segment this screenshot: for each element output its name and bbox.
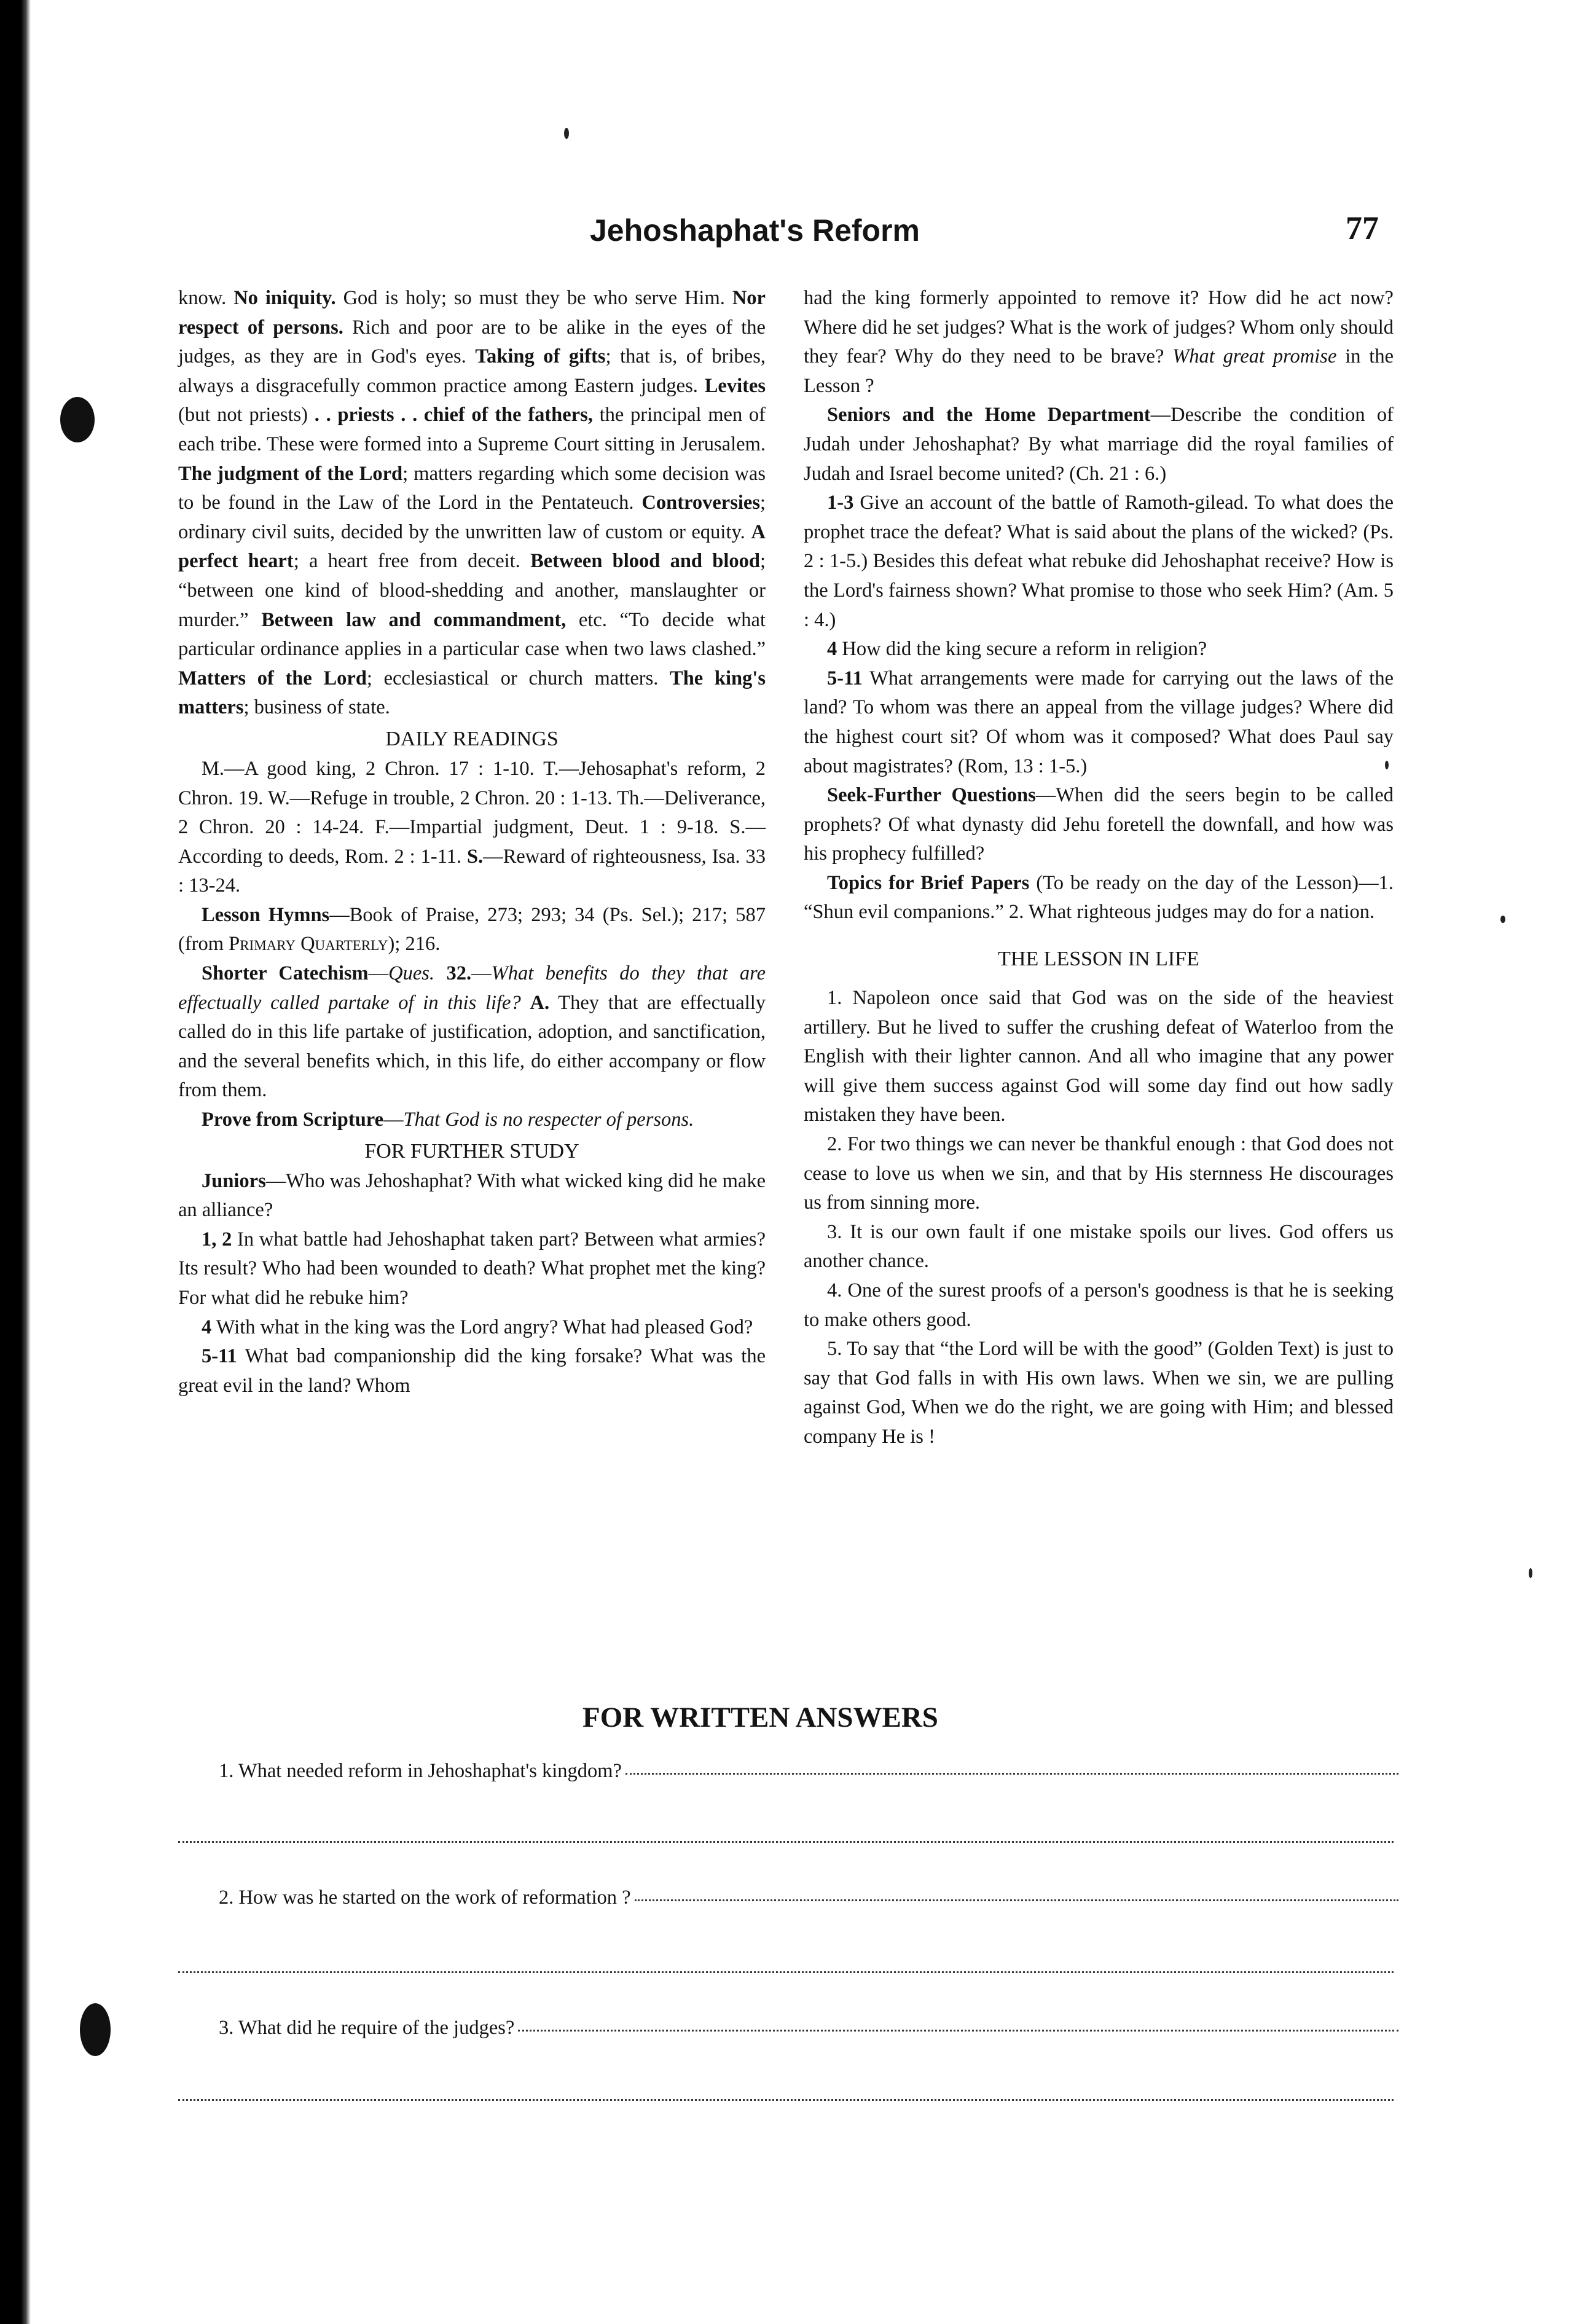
questions-5-11 xyxy=(178,1342,766,1400)
text-run: —When did the seers begin to be called prophets? Of what dynasty did Jehu foretell the downfall, and how was his prophecy fulfilled? xyxy=(804,784,1394,865)
text-run: Taking of gifts xyxy=(475,345,606,368)
text-run xyxy=(521,992,530,1014)
juniors-continuation xyxy=(804,284,1394,401)
text-run: 1-3 xyxy=(827,492,854,514)
text-run: — xyxy=(383,1109,404,1131)
written-question-3 xyxy=(219,2017,1398,2039)
written-question-2-text: 2. How was he started on the work of reformation ? xyxy=(219,1886,631,1909)
answer-line-3b[interactable] xyxy=(178,2099,1394,2101)
text-run: Rich and poor are to be alike in the eyes of the judges, as they are in God's eyes. xyxy=(178,316,766,368)
text-run: Shorter Catechism xyxy=(202,962,369,985)
text-run: Topics for Brief Papers xyxy=(827,871,1030,894)
text-run: —Book of Praise, 273; 293; 34 (Ps. Sel.); 217; 587 (from xyxy=(178,903,766,956)
text-run: — xyxy=(368,962,389,985)
answer-blank-3[interactable] xyxy=(518,2030,1398,2032)
text-run: M.—A good king, 2 Chron. 17 : 1-10. T.—Jehosaphat's reform, 2 Chron. 19. W.—Refuge in trouble, 2 Chron. 20 : 1-13. Th.—Deliverance, 2 Chron. 20 : 14-24. F.—Impartial judgment, Deut. 1 : 9-18. S.—According to deeds, Rom. 2 : 1-11. xyxy=(178,757,766,868)
text-run: That God is no respecter of persons. xyxy=(403,1109,694,1131)
answer-blank-2[interactable] xyxy=(635,1899,1398,1901)
text-run: 1, 2 xyxy=(202,1228,232,1250)
text-run: Prove from Scripture xyxy=(202,1109,384,1131)
text-run: What benefits do they that are effectually called partake of in this life? xyxy=(178,962,766,1014)
text-run: In what battle had Jehoshaphat taken part? Between what armies? Its result? Who had been wounded to death? What prophet met the king? For what did he rebuke him? xyxy=(178,1228,766,1309)
seniors-4 xyxy=(804,635,1394,664)
text-run: S. xyxy=(466,845,484,868)
text-run: ; a heart free from deceit. xyxy=(293,550,531,573)
text-run: know. xyxy=(178,287,234,309)
text-run: etc. “To decide what particular ordinance applies in a particular case when two laws clashed.” xyxy=(178,608,766,661)
lesson-in-life-heading: THE LESSON IN LIFE xyxy=(998,948,1199,971)
text-run: ); 216. xyxy=(388,933,441,956)
text-run: Between law and commandment, xyxy=(261,608,567,631)
text-run: What arrangements were made for carrying out the laws of the land? To whom was there an appeal from the village judges? Where did the highest court sit? Of whom was it composed? What does Paul say about magistrates? (Rom, 13 : 1-5.) xyxy=(804,667,1394,777)
text-run: They that are effectually called do in this life partake of justification, adoption, and sanctification, and the several benefits which, in this life, do either accompany or flow from them. xyxy=(178,991,766,1102)
seniors-5-11 xyxy=(804,664,1394,781)
seniors-1-3 xyxy=(804,489,1394,635)
text-run: What great promise xyxy=(1172,345,1337,368)
text-run: —Reward of righteousness, Isa. 33 : 13-24. xyxy=(178,845,766,897)
text-run: — xyxy=(471,962,492,985)
text-run: Juniors xyxy=(202,1169,266,1192)
text-run: A. xyxy=(530,991,550,1014)
seek-further-questions xyxy=(804,781,1394,869)
text-run: in the Lesson ? xyxy=(804,345,1394,397)
answer-line-1b[interactable] xyxy=(178,1841,1394,1843)
daily-readings-text xyxy=(178,755,766,901)
text-run: ; “between one kind of blood-shedding and another, manslaughter or murder.” xyxy=(178,550,766,631)
scan-speck xyxy=(1529,1568,1532,1578)
lesson-in-life-item: 1. Napoleon once said that God was on the side of the heaviest artillery. But he lived to suffer the crushing defeat of Waterloo from the English with their lighter cannon. And all who imagine that any power will give them success against God will some day find out how sadly mistaken they have been. xyxy=(804,987,1394,1126)
seniors-questions xyxy=(804,401,1394,489)
shorter-catechism xyxy=(178,959,766,1105)
left-column xyxy=(178,284,766,1400)
punch-hole-bottom xyxy=(80,2003,111,2056)
text-run: had the king formerly appointed to remove it? How did he act now? Where did he set judges? What is the work of judges? Whom only should they fear? Why do they need to be brave? xyxy=(804,287,1394,368)
right-column xyxy=(804,284,1394,1452)
scan-binding-edge xyxy=(0,0,31,2324)
text-run: 5-11 xyxy=(202,1345,237,1368)
text-run: ; ecclesiastical or church matters. xyxy=(366,667,670,689)
page-number: 77 xyxy=(1346,210,1379,246)
text-run: The judgment of the Lord xyxy=(178,462,403,485)
written-question-1 xyxy=(219,1760,1398,1783)
notes-paragraph xyxy=(178,284,766,723)
text-run: Matters of the Lord xyxy=(178,667,367,689)
text-run: No iniquity. xyxy=(233,287,336,309)
text-run: ; business of state. xyxy=(243,696,390,719)
questions-4 xyxy=(178,1313,766,1343)
lesson-in-life-item: 4. One of the surest proofs of a person's goodness is that he is seeking to make others good. xyxy=(804,1279,1394,1331)
text-run: (but not priests) xyxy=(178,404,315,426)
lesson-in-life-item: 2. For two things we can never be thankful enough : that God does not cease to love us when we sin, and that by His sternness He discourages us from sinning more. xyxy=(804,1133,1394,1214)
text-run: ; ordinary civil suits, decided by the unwritten law of custom or equity. xyxy=(178,492,766,543)
prove-from-scripture xyxy=(178,1105,766,1135)
text-run: Controversies xyxy=(641,492,760,514)
punch-hole-top xyxy=(60,397,95,442)
text-run: Seniors and the Home Department xyxy=(827,404,1151,426)
text-run: 32. xyxy=(446,962,472,985)
text-run: Give an account of the battle of Ramoth-gilead. To what does the prophet trace the defeat? What is said about the plans of the wicked? (Ps. 2 : 1-5.) Besides this defeat what rebuke did Jehoshaphat receive? How is the Lord's fairness shown? What promise to those who seek Him? (Am. 5 : 4.) xyxy=(804,492,1394,631)
text-run: —Who was Jehoshaphat? With what wicked king did he make an alliance? xyxy=(178,1169,766,1222)
topics-brief-papers xyxy=(804,869,1394,927)
text-run: The king's matters xyxy=(178,667,766,719)
lesson-in-life-item: 3. It is our own fault if one mistake spoils our lives. God offers us another chance. xyxy=(804,1220,1394,1273)
page-header-title: Jehoshaphat's Reform xyxy=(590,213,920,248)
text-run: Seek-Further Questions xyxy=(827,784,1036,807)
written-answers-heading: FOR WRITTEN ANSWERS xyxy=(582,1702,938,1733)
scan-speck xyxy=(1500,916,1505,923)
text-run: ; matters regarding which some decision was to be found in the Law of the Lord in the Pentateuch. xyxy=(178,462,766,514)
text-run: With what in the king was the Lord angry? What had pleased God? xyxy=(211,1316,753,1338)
written-question-1-text: 1. What needed reform in Jehoshaphat's kingdom? xyxy=(219,1760,622,1782)
questions-1-2 xyxy=(178,1225,766,1313)
text-run: the principal men of each tribe. These were formed into a Supreme Court sitting in Jerusalem. xyxy=(178,404,766,455)
text-run: ; that is, of bribes, always a disgracefully common practice among Eastern judges. xyxy=(178,345,766,397)
daily-readings-heading: DAILY READINGS xyxy=(385,727,559,750)
text-run: Ques. xyxy=(388,962,435,985)
text-run xyxy=(434,962,446,984)
text-run: 5-11 xyxy=(827,667,863,689)
scan-speck xyxy=(564,128,569,139)
text-run: A perfect heart xyxy=(178,520,766,573)
text-run: Primary Quarterly xyxy=(229,933,388,956)
text-run: (To be ready on the day of the Lesson)—1. “Shun evil companions.” 2. What righteous judges may do for a nation. xyxy=(804,871,1394,924)
text-run: 4 xyxy=(827,638,837,661)
text-run: Lesson Hymns xyxy=(202,903,330,926)
text-run: How did the king secure a reform in religion? xyxy=(837,638,1207,661)
text-run: What bad companionship did the king forsake? What was the great evil in the land? Whom xyxy=(178,1345,766,1397)
text-run: —Describe the condition of Judah under Jehoshaphat? By what marriage did the royal families of Judah and Israel become united? (Ch. 21 : 6.) xyxy=(804,404,1394,485)
text-run: Between blood and blood xyxy=(530,550,760,573)
text-run: . . priests . . chief of the fathers, xyxy=(314,404,593,426)
text-run: God is holy; so must they be who serve Him. xyxy=(335,287,732,309)
answer-blank-1[interactable] xyxy=(625,1773,1398,1775)
written-question-3-text: 3. What did he require of the judges? xyxy=(219,2017,515,2039)
text-run: 4 xyxy=(202,1316,212,1338)
text-run: Levites xyxy=(704,374,766,397)
lesson-hymns xyxy=(178,901,766,959)
text-run: Nor respect of persons. xyxy=(178,287,766,339)
written-question-2 xyxy=(219,1886,1398,1909)
answer-line-2b[interactable] xyxy=(178,1971,1394,1973)
juniors-questions xyxy=(178,1167,766,1225)
lesson-in-life-item: 5. To say that “the Lord will be with the good” (Golden Text) is just to say that God falls in with His own laws. When we sin, we are pulling against God, When we do the right, we are going with Him; and blessed company He is ! xyxy=(804,1338,1394,1448)
further-study-heading: FOR FURTHER STUDY xyxy=(364,1139,579,1163)
